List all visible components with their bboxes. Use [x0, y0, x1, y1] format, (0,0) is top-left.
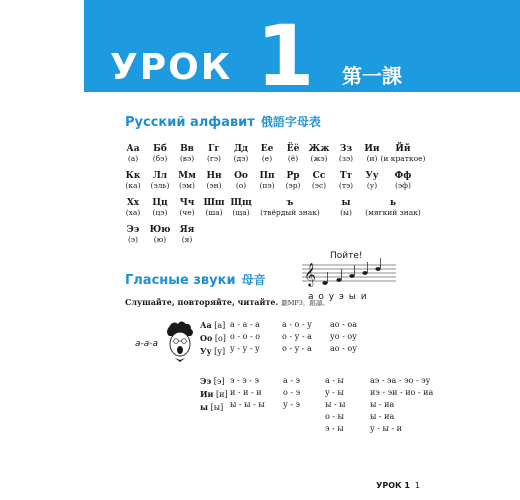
vowels-title: Гласные звуки — [125, 273, 236, 288]
vowel-drill-b-col3 — [325, 375, 346, 435]
drill-letter: ы — [200, 402, 209, 412]
letter: Кк — [125, 171, 141, 181]
letter-sound: (твёрдый знак) — [260, 208, 320, 217]
drill-cell: ы - иа — [370, 412, 395, 421]
alphabet-cell — [383, 171, 423, 190]
letter-sound: (е) — [261, 154, 273, 163]
drill-ipa: [э] — [213, 377, 225, 386]
lesson-number: 1 — [256, 7, 315, 105]
alphabet-cell — [373, 144, 433, 163]
letter-sound: (и) — [366, 154, 378, 163]
letter: Тт — [339, 171, 353, 181]
instruction-text: Слушайте, повторяйте, читайте. — [125, 297, 279, 307]
letter-sound: (а) — [127, 154, 139, 163]
letter-sound: (ща) — [232, 208, 250, 217]
lesson-title-chinese: 第一課 — [342, 64, 402, 88]
letter-sound: (гэ) — [207, 154, 221, 163]
letter: Ёё — [286, 144, 300, 154]
letter-sound: (э) — [127, 235, 139, 244]
drill-cell: ао - оу — [330, 344, 357, 353]
drill-cell: э - э - э — [230, 376, 260, 385]
letter: Лл — [152, 171, 168, 181]
letter-sound: (и краткое) — [380, 154, 426, 163]
letter: Аа — [126, 144, 140, 154]
letter-sound: (пэ) — [259, 181, 275, 190]
vowel-drill-a-col1 — [230, 319, 260, 355]
drill-cell: э - ы — [325, 424, 344, 433]
letter-sound: (зэ) — [338, 154, 354, 163]
letter: Чч — [179, 198, 195, 208]
drill-letter: Уу — [200, 346, 212, 356]
drill-cell: ао - оа — [330, 320, 357, 329]
footer-lesson-label: УРОК 1 — [376, 481, 410, 490]
drill-cell: а - о - у — [282, 320, 312, 329]
letter: Сс — [312, 171, 326, 181]
letter-sound: (о) — [235, 181, 247, 190]
drill-cell: о - э — [283, 388, 301, 397]
vowels-section-title — [125, 271, 266, 288]
alphabet-cell — [167, 225, 207, 244]
letter-sound: (бэ) — [152, 154, 168, 163]
letter-sound: (я) — [181, 235, 193, 244]
letter: Цц — [152, 198, 168, 208]
alphabet-cell — [245, 198, 335, 217]
drill-cell: о - о - о — [230, 332, 261, 341]
letter: Шш — [203, 198, 225, 208]
drill-cell: о - у - а — [282, 344, 312, 353]
letter: ъ — [286, 198, 294, 208]
letter-sound: (дэ) — [233, 154, 249, 163]
letter: Хх — [126, 198, 140, 208]
vowel-drill-b-col2 — [283, 375, 300, 411]
letter: Мм — [178, 171, 196, 181]
listening-instruction — [125, 297, 329, 307]
page-number: 1 — [414, 481, 420, 490]
letter: ы — [341, 198, 351, 208]
letter: Пп — [259, 171, 275, 181]
drill-ipa: [и] — [216, 390, 228, 399]
letter-sound: (эф) — [395, 181, 411, 190]
drill-letter: Аа — [200, 320, 212, 330]
letter: Гг — [208, 144, 220, 154]
music-note-icon — [322, 281, 327, 285]
bow-tie-icon — [175, 358, 185, 362]
letter: Йй — [395, 144, 411, 154]
letter: Вв — [180, 144, 194, 154]
vowels-title-chinese: 母音 — [241, 273, 266, 287]
instruction-note: 聽MP3，跟讀。 — [281, 299, 329, 307]
drill-row — [200, 345, 226, 358]
drill-ipa: [ы] — [210, 403, 224, 412]
letter-sound: (ха) — [125, 208, 141, 217]
drill-cell: а - э — [283, 376, 301, 385]
drill-ipa: [у] — [214, 347, 226, 356]
letter: Оо — [234, 171, 248, 181]
drill-row — [200, 401, 228, 414]
drill-cell: у - э — [283, 400, 300, 409]
letter-sound: (че) — [179, 208, 195, 217]
vowel-drill-a-col3 — [330, 319, 357, 355]
letter: Фф — [394, 171, 412, 181]
letter-sound: (эр) — [285, 181, 301, 190]
letter-sound: (ы) — [340, 208, 352, 217]
vowel-drill-a — [200, 319, 226, 358]
speech-bubble-text: a-a-a — [135, 339, 159, 349]
letter: Ии — [364, 144, 380, 154]
letter-sound: (тэ) — [338, 181, 354, 190]
drill-row — [200, 332, 226, 345]
letter: Рр — [286, 171, 300, 181]
music-note-icon — [362, 271, 367, 275]
letter: Нн — [206, 171, 222, 181]
letter-sound: (эн) — [206, 181, 222, 190]
vowel-drill-a-col2 — [282, 319, 312, 355]
drill-cell: уо - оу — [330, 332, 357, 341]
drill-cell: а - а - а — [230, 320, 260, 329]
letter: Щщ — [230, 198, 252, 208]
letter: Дд — [233, 144, 248, 154]
singing-boy-illustration — [135, 318, 195, 370]
drill-cell: аэ - эа - эо - эу — [370, 376, 431, 385]
letter-sound: (вэ) — [179, 154, 195, 163]
drill-cell: о - у - а — [282, 332, 312, 341]
alphabet-title-chinese: 俄語字母表 — [260, 115, 321, 129]
drill-letter: Ээ — [200, 376, 212, 386]
alphabet-cell — [348, 198, 438, 217]
letter: Ее — [260, 144, 274, 154]
letter-sound: (жэ) — [310, 154, 328, 163]
drill-cell: а - ы — [325, 376, 344, 385]
vowel-drill-b — [200, 375, 228, 414]
letter: ь — [389, 198, 397, 208]
letter: Уу — [365, 171, 379, 181]
drill-cell: иэ - эи - ио - иа — [370, 388, 434, 397]
music-staff-illustration — [300, 245, 400, 305]
treble-clef-icon: 𝄞 — [304, 262, 316, 286]
drill-cell: и - и - и — [230, 388, 262, 397]
letter-sound: (ка) — [125, 181, 141, 190]
letter-sound: (ё) — [287, 154, 299, 163]
drill-letter: Ии — [200, 389, 214, 399]
letter: Бб — [153, 144, 167, 154]
music-note-icon — [336, 278, 341, 282]
letter: Жж — [308, 144, 330, 154]
letter-sound: (эль) — [150, 181, 170, 190]
vowel-drill-b-col4 — [370, 375, 433, 435]
drill-row — [200, 388, 228, 401]
letter: Зз — [339, 144, 353, 154]
drill-cell: у - у - у — [230, 344, 260, 353]
drill-ipa: [о] — [214, 334, 226, 343]
music-note-icon — [349, 274, 354, 278]
lesson-title: УРОК — [110, 47, 233, 88]
alphabet-section-title — [125, 113, 321, 130]
drill-cell: у - ы — [325, 388, 344, 397]
alphabet-title: Русский алфавит — [125, 115, 255, 130]
letter-sound: (эс) — [311, 181, 327, 190]
letter: Юю — [149, 225, 171, 235]
drill-row — [200, 319, 226, 332]
letter-sound: (у) — [366, 181, 378, 190]
letter: Яя — [179, 225, 195, 235]
sing-caption: Пойте! — [330, 251, 363, 261]
music-vowels: а о у э ы и — [308, 292, 368, 302]
letter-sound: (ша) — [205, 208, 223, 217]
letter-sound: (эм) — [179, 181, 195, 190]
drill-cell: ы - ы - ы — [230, 400, 265, 409]
letter: Ээ — [126, 225, 140, 235]
letter-sound: (ю) — [153, 235, 167, 244]
drill-ipa: [а] — [214, 321, 226, 330]
drill-cell: о - ы — [325, 412, 344, 421]
page-footer — [376, 481, 420, 490]
drill-cell: у - ы - и — [370, 424, 402, 433]
drill-letter: Оо — [200, 333, 213, 343]
letter-sound: (мягкий знак) — [365, 208, 421, 217]
drill-row — [200, 375, 228, 388]
music-note-icon — [375, 267, 380, 271]
letter-sound: (цэ) — [152, 208, 168, 217]
drill-cell: ы - иа — [370, 400, 395, 409]
drill-cell: ы - ы — [325, 400, 346, 409]
vowel-drill-b-col1 — [230, 375, 265, 411]
